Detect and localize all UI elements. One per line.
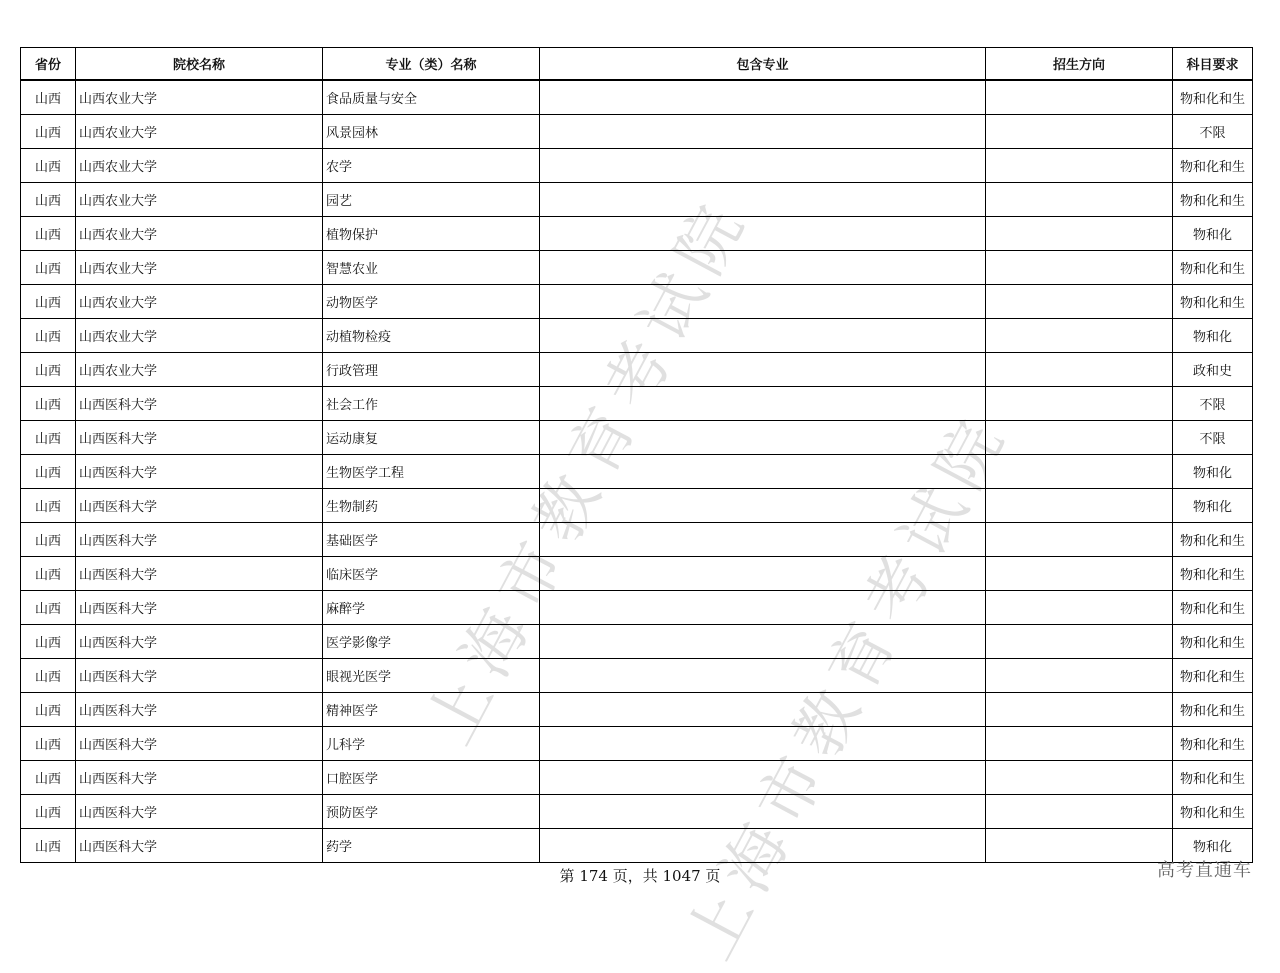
cell-province: 山西 <box>21 523 76 557</box>
cell-direction <box>986 795 1173 829</box>
cell-direction <box>986 251 1173 285</box>
column-header-subject-requirement: 科目要求 <box>1173 48 1253 81</box>
cell-subject-requirement: 物和化 <box>1173 319 1253 353</box>
cell-included-majors <box>540 489 986 523</box>
cell-direction <box>986 285 1173 319</box>
cell-included-majors <box>540 115 986 149</box>
table-row <box>21 251 1253 285</box>
cell-major: 预防医学 <box>323 795 540 829</box>
cell-subject-requirement: 物和化和生 <box>1173 795 1253 829</box>
cell-major: 基础医学 <box>323 523 540 557</box>
table-row <box>21 761 1253 795</box>
cell-subject-requirement: 物和化和生 <box>1173 761 1253 795</box>
cell-school: 山西医科大学 <box>76 659 323 693</box>
cell-included-majors <box>540 659 986 693</box>
cell-direction <box>986 625 1173 659</box>
table-row <box>21 727 1253 761</box>
admission-table <box>20 47 1253 863</box>
cell-major: 生物制药 <box>323 489 540 523</box>
cell-province: 山西 <box>21 455 76 489</box>
cell-province: 山西 <box>21 829 76 863</box>
cell-province: 山西 <box>21 217 76 251</box>
cell-direction <box>986 829 1173 863</box>
table-row <box>21 217 1253 251</box>
cell-major: 医学影像学 <box>323 625 540 659</box>
cell-school: 山西农业大学 <box>76 353 323 387</box>
cell-province: 山西 <box>21 489 76 523</box>
cell-school: 山西农业大学 <box>76 251 323 285</box>
cell-subject-requirement: 物和化和生 <box>1173 625 1253 659</box>
cell-province: 山西 <box>21 693 76 727</box>
column-header-major: 专业（类）名称 <box>323 48 540 81</box>
cell-major: 临床医学 <box>323 557 540 591</box>
cell-direction <box>986 115 1173 149</box>
cell-direction <box>986 387 1173 421</box>
cell-major: 行政管理 <box>323 353 540 387</box>
cell-included-majors <box>540 591 986 625</box>
cell-subject-requirement: 物和化和生 <box>1173 80 1253 115</box>
cell-subject-requirement: 物和化和生 <box>1173 251 1253 285</box>
cell-major: 智慧农业 <box>323 251 540 285</box>
cell-province: 山西 <box>21 557 76 591</box>
column-header-included-majors: 包含专业 <box>540 48 986 81</box>
cell-school: 山西农业大学 <box>76 183 323 217</box>
cell-school: 山西医科大学 <box>76 625 323 659</box>
cell-included-majors <box>540 149 986 183</box>
table-row <box>21 149 1253 183</box>
cell-major: 运动康复 <box>323 421 540 455</box>
cell-subject-requirement: 不限 <box>1173 115 1253 149</box>
table-header-row <box>21 48 1253 81</box>
cell-school: 山西医科大学 <box>76 489 323 523</box>
cell-subject-requirement: 物和化 <box>1173 489 1253 523</box>
cell-subject-requirement: 物和化 <box>1173 829 1253 863</box>
table-row <box>21 285 1253 319</box>
cell-province: 山西 <box>21 625 76 659</box>
watermark: 上海市教育考试院 <box>672 399 1024 972</box>
cell-direction <box>986 727 1173 761</box>
cell-major: 麻醉学 <box>323 591 540 625</box>
cell-school: 山西医科大学 <box>76 727 323 761</box>
cell-direction <box>986 80 1173 115</box>
cell-included-majors <box>540 829 986 863</box>
cell-included-majors <box>540 761 986 795</box>
cell-major: 社会工作 <box>323 387 540 421</box>
cell-school: 山西农业大学 <box>76 115 323 149</box>
cell-school: 山西医科大学 <box>76 693 323 727</box>
cell-subject-requirement: 物和化和生 <box>1173 557 1253 591</box>
table-row <box>21 319 1253 353</box>
cell-school: 山西医科大学 <box>76 557 323 591</box>
cell-included-majors <box>540 455 986 489</box>
cell-included-majors <box>540 727 986 761</box>
cell-direction <box>986 557 1173 591</box>
cell-province: 山西 <box>21 149 76 183</box>
cell-major: 儿科学 <box>323 727 540 761</box>
cell-subject-requirement: 物和化 <box>1173 217 1253 251</box>
cell-included-majors <box>540 693 986 727</box>
cell-major: 生物医学工程 <box>323 455 540 489</box>
cell-province: 山西 <box>21 285 76 319</box>
cell-school: 山西医科大学 <box>76 761 323 795</box>
cell-direction <box>986 421 1173 455</box>
cell-included-majors <box>540 80 986 115</box>
table-row <box>21 557 1253 591</box>
cell-school: 山西农业大学 <box>76 80 323 115</box>
cell-school: 山西医科大学 <box>76 829 323 863</box>
cell-school: 山西医科大学 <box>76 387 323 421</box>
column-header-school: 院校名称 <box>76 48 323 81</box>
cell-province: 山西 <box>21 387 76 421</box>
cell-major: 农学 <box>323 149 540 183</box>
cell-included-majors <box>540 557 986 591</box>
table-row <box>21 353 1253 387</box>
cell-major: 动物医学 <box>323 285 540 319</box>
cell-included-majors <box>540 421 986 455</box>
cell-province: 山西 <box>21 421 76 455</box>
cell-direction <box>986 761 1173 795</box>
cell-included-majors <box>540 285 986 319</box>
cell-school: 山西医科大学 <box>76 523 323 557</box>
cell-school: 山西农业大学 <box>76 319 323 353</box>
cell-major: 口腔医学 <box>323 761 540 795</box>
cell-included-majors <box>540 387 986 421</box>
table-row <box>21 795 1253 829</box>
table-row <box>21 387 1253 421</box>
cell-subject-requirement: 物和化和生 <box>1173 659 1253 693</box>
page-number: 第 174 页，共 1047 页 <box>559 867 721 885</box>
table-row <box>21 591 1253 625</box>
cell-direction <box>986 319 1173 353</box>
cell-included-majors <box>540 625 986 659</box>
column-header-direction: 招生方向 <box>986 48 1173 81</box>
cell-direction <box>986 659 1173 693</box>
cell-major: 园艺 <box>323 183 540 217</box>
cell-province: 山西 <box>21 115 76 149</box>
cell-direction <box>986 149 1173 183</box>
cell-province: 山西 <box>21 761 76 795</box>
cell-province: 山西 <box>21 727 76 761</box>
cell-province: 山西 <box>21 353 76 387</box>
cell-major: 植物保护 <box>323 217 540 251</box>
table-row <box>21 693 1253 727</box>
cell-subject-requirement: 物和化和生 <box>1173 591 1253 625</box>
cell-subject-requirement: 物和化和生 <box>1173 693 1253 727</box>
cell-province: 山西 <box>21 80 76 115</box>
table-row <box>21 183 1253 217</box>
cell-major: 精神医学 <box>323 693 540 727</box>
table-row <box>21 489 1253 523</box>
table-row <box>21 80 1253 115</box>
cell-subject-requirement: 物和化 <box>1173 455 1253 489</box>
cell-school: 山西农业大学 <box>76 285 323 319</box>
cell-subject-requirement: 物和化和生 <box>1173 285 1253 319</box>
table-row <box>21 625 1253 659</box>
cell-school: 山西农业大学 <box>76 149 323 183</box>
cell-school: 山西医科大学 <box>76 795 323 829</box>
cell-major: 眼视光医学 <box>323 659 540 693</box>
cell-school: 山西医科大学 <box>76 455 323 489</box>
watermark: 上海市教育考试院 <box>412 184 764 757</box>
cell-province: 山西 <box>21 183 76 217</box>
cell-included-majors <box>540 217 986 251</box>
cell-direction <box>986 523 1173 557</box>
cell-province: 山西 <box>21 251 76 285</box>
cell-major: 药学 <box>323 829 540 863</box>
table-row <box>21 659 1253 693</box>
cell-province: 山西 <box>21 659 76 693</box>
table-row <box>21 115 1253 149</box>
column-header-province: 省份 <box>21 48 76 81</box>
cell-direction <box>986 353 1173 387</box>
cell-province: 山西 <box>21 795 76 829</box>
cell-included-majors <box>540 183 986 217</box>
cell-province: 山西 <box>21 591 76 625</box>
table-row <box>21 829 1253 863</box>
cell-included-majors <box>540 795 986 829</box>
cell-direction <box>986 591 1173 625</box>
cell-included-majors <box>540 353 986 387</box>
cell-subject-requirement: 不限 <box>1173 421 1253 455</box>
table-row <box>21 455 1253 489</box>
cell-included-majors <box>540 251 986 285</box>
cell-direction <box>986 489 1173 523</box>
cell-subject-requirement: 物和化和生 <box>1173 149 1253 183</box>
table-row <box>21 523 1253 557</box>
cell-province: 山西 <box>21 319 76 353</box>
cell-school: 山西农业大学 <box>76 217 323 251</box>
cell-direction <box>986 183 1173 217</box>
cell-school: 山西医科大学 <box>76 421 323 455</box>
brand-logo-text: 高考直通车 <box>1157 860 1252 881</box>
cell-subject-requirement: 不限 <box>1173 387 1253 421</box>
cell-included-majors <box>540 319 986 353</box>
cell-direction <box>986 693 1173 727</box>
cell-subject-requirement: 物和化和生 <box>1173 183 1253 217</box>
cell-subject-requirement: 政和史 <box>1173 353 1253 387</box>
table-row <box>21 421 1253 455</box>
cell-major: 动植物检疫 <box>323 319 540 353</box>
cell-direction <box>986 217 1173 251</box>
cell-subject-requirement: 物和化和生 <box>1173 727 1253 761</box>
cell-major: 风景园林 <box>323 115 540 149</box>
cell-school: 山西医科大学 <box>76 591 323 625</box>
cell-included-majors <box>540 523 986 557</box>
cell-direction <box>986 455 1173 489</box>
cell-major: 食品质量与安全 <box>323 80 540 115</box>
cell-subject-requirement: 物和化和生 <box>1173 523 1253 557</box>
